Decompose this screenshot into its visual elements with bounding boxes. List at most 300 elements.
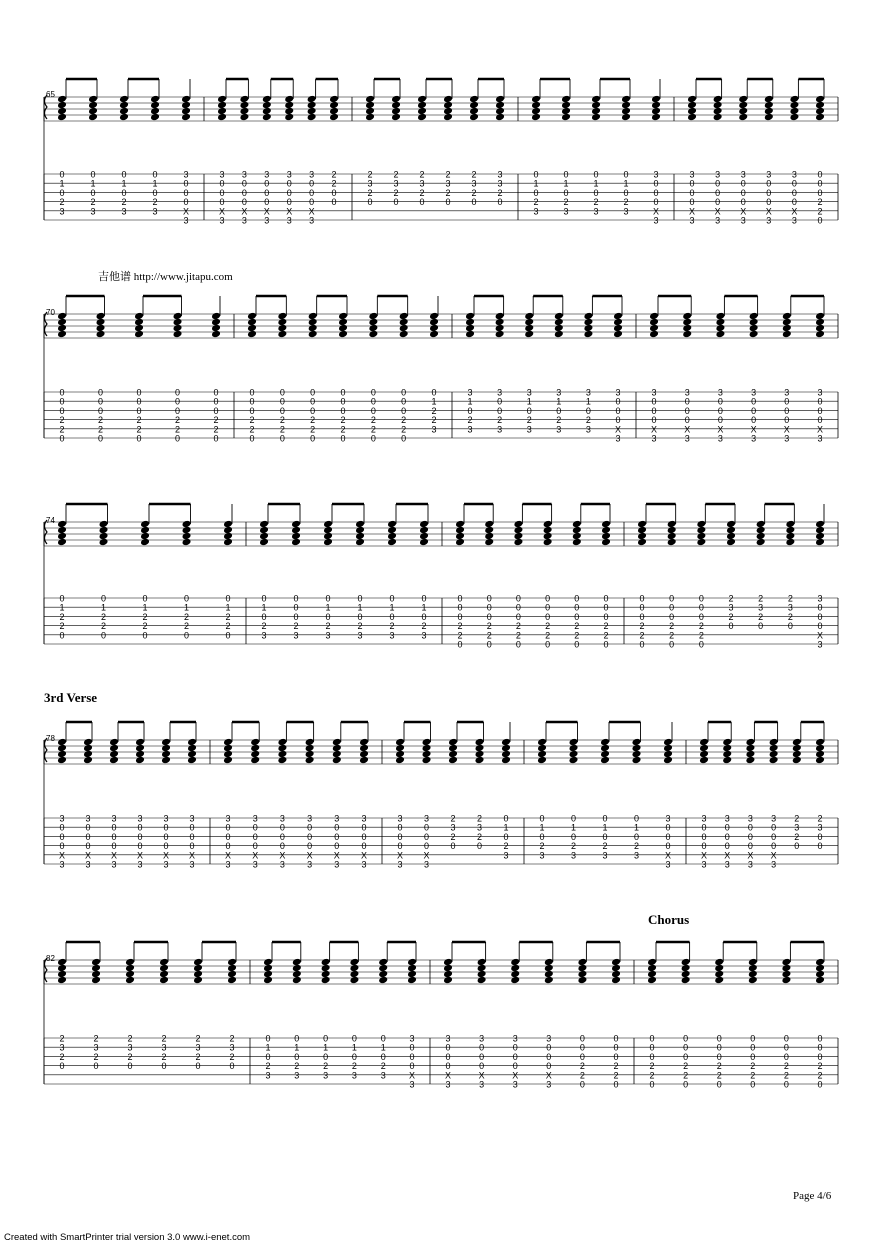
tab-fret-number: 2 <box>728 593 734 604</box>
chord-notehead <box>726 538 736 547</box>
tab-fret-number: 2 <box>817 1061 823 1072</box>
tab-fret-number: 1 <box>633 822 640 833</box>
tab-fret-number: 0 <box>307 822 313 833</box>
tab-fret-number: X <box>770 850 777 861</box>
chord-notehead <box>543 538 553 547</box>
tab-fret-number: 0 <box>331 197 337 208</box>
tab-fret-number: 3 <box>367 178 373 189</box>
tab-fret-number: 3 <box>279 859 285 870</box>
chord-notehead <box>687 113 697 122</box>
tab-fret-number: 0 <box>653 187 659 198</box>
chord-notehead <box>782 330 792 339</box>
tab-fret-number: 2 <box>367 187 373 198</box>
tab-fret-number: 2 <box>142 621 148 632</box>
chord-notehead <box>135 756 145 765</box>
tab-fret-number: 1 <box>59 602 65 613</box>
tab-fret-number: 0 <box>90 169 96 180</box>
tab-fret-number: 3 <box>497 387 503 398</box>
tab-fret-number: 0 <box>817 187 823 198</box>
tab-fret-number: 0 <box>397 822 403 833</box>
tab-fret-number: 3 <box>293 630 299 641</box>
chord-notehead <box>769 756 779 765</box>
tab-fret-number: 0 <box>603 593 609 604</box>
tab-fret-number: 2 <box>787 593 793 604</box>
tab-fret-number: 1 <box>351 1042 357 1053</box>
tab-fret-number: 3 <box>111 859 117 870</box>
tab-fret-number: 3 <box>476 822 483 833</box>
tab-fret-number: 0 <box>409 1061 415 1072</box>
tab-fret-number: 2 <box>728 611 734 622</box>
tab-fret-number: 0 <box>152 169 158 180</box>
tab-fret-number: 2 <box>515 621 521 632</box>
tab-fret-number: 2 <box>783 1070 789 1081</box>
tab-fret-number: 3 <box>241 169 247 180</box>
tab-fret-number: 2 <box>183 611 190 622</box>
tab-fret-number: 0 <box>261 593 267 604</box>
tab-fret-number: 3 <box>183 215 189 226</box>
tab-fret-number: 0 <box>649 1051 655 1062</box>
clef-mark <box>45 312 48 336</box>
tab-fret-number: 0 <box>602 831 608 842</box>
tab-fret-number: 0 <box>476 841 483 852</box>
chord-notehead <box>524 330 534 339</box>
tab-fret-number: 0 <box>817 1051 823 1062</box>
tab-fret-number: 2 <box>450 813 456 824</box>
tab-fret-number: X <box>308 206 315 217</box>
tab-fret-number: X <box>650 424 658 435</box>
tab-fret-number: 3 <box>817 433 823 444</box>
chord-notehead <box>572 538 582 547</box>
tab-fret-number: 3 <box>533 206 539 217</box>
tab-fret-number: 0 <box>512 1042 518 1053</box>
tab-fret-number: 0 <box>279 433 285 444</box>
tab-fret-number: 0 <box>195 1061 201 1072</box>
tab-fret-number: 3 <box>512 1033 518 1044</box>
tab-fret-number: 2 <box>265 1061 271 1072</box>
tab-fret-number: 0 <box>357 611 363 622</box>
tab-fret-number: 1 <box>142 602 148 613</box>
tab-fret-number: 0 <box>486 611 492 622</box>
tab-fret-number: 3 <box>784 433 790 444</box>
tab-fret-number: 1 <box>556 396 562 407</box>
tab-fret-number: 3 <box>183 169 189 180</box>
tab-fret-number: 0 <box>716 1033 722 1044</box>
tab-fret-number: X <box>58 850 66 861</box>
tab-fret-number: 0 <box>294 1033 300 1044</box>
tab-fret-number: 0 <box>445 197 451 208</box>
tab-fret-number: 0 <box>90 187 96 198</box>
tab-fret-number: 0 <box>361 831 367 842</box>
tab-fret-number: 2 <box>261 621 267 632</box>
tab-fret-number: 2 <box>669 630 675 641</box>
tab-fret-number: 0 <box>85 831 91 842</box>
tab-fret-number: 0 <box>340 387 346 398</box>
tab-fret-number: 0 <box>265 1033 271 1044</box>
tab-fret-number: 0 <box>649 1033 655 1044</box>
tab-fret-number: 0 <box>574 602 580 613</box>
tab-fret-number: X <box>512 1070 519 1081</box>
tab-fret-number: 0 <box>716 1042 722 1053</box>
tab-fret-number: 0 <box>351 1051 357 1062</box>
tab-fret-number: 0 <box>603 602 609 613</box>
tab-fret-number: 0 <box>219 197 225 208</box>
page-number: Page 4/6 <box>793 1190 832 1202</box>
tab-fret-number: 0 <box>286 197 292 208</box>
tab-fret-number: X <box>652 206 660 217</box>
tab-fret-number: 2 <box>174 424 181 435</box>
tab-fret-number: 0 <box>137 822 143 833</box>
tab-fret-number: 0 <box>309 187 315 198</box>
tab-fret-number: 0 <box>136 387 142 398</box>
tab-fret-number: 3 <box>195 1042 201 1053</box>
tab-fret-number: 3 <box>361 813 367 824</box>
tab-fret-number: 3 <box>633 850 640 861</box>
tab-fret-number: 3 <box>665 813 671 824</box>
chord-notehead <box>159 976 169 985</box>
tab-fret-number: 3 <box>817 387 823 398</box>
tab-fret-number: 0 <box>225 593 231 604</box>
tab-fret-number: 0 <box>740 197 746 208</box>
tab-fret-number: 2 <box>486 621 492 632</box>
tab-fret-number: 0 <box>747 831 753 842</box>
chord-notehead <box>429 330 439 339</box>
chord-notehead <box>125 976 135 985</box>
tab-fret-number: 0 <box>724 822 730 833</box>
tab-fret-number: 0 <box>784 396 790 407</box>
chord-notehead <box>181 113 191 122</box>
tab-fret-number: 3 <box>728 602 734 613</box>
chord-notehead <box>134 330 144 339</box>
chord-notehead <box>544 976 554 985</box>
tab-fret-number: 0 <box>794 841 800 852</box>
tab-fret-number: 0 <box>497 396 503 407</box>
tab-fret-number: 2 <box>59 1051 65 1062</box>
tab-fret-number: 3 <box>715 169 721 180</box>
tab-fret-number: 0 <box>174 396 181 407</box>
tab-fret-number: 0 <box>689 197 695 208</box>
tab-fret-number: 2 <box>229 1051 235 1062</box>
tab-fret-number: 0 <box>750 1042 756 1053</box>
tab-fret-number: 0 <box>817 1033 823 1044</box>
tab-fret-number: 0 <box>613 1079 619 1090</box>
tab-fret-number: 0 <box>791 187 797 198</box>
tab-fret-number: 0 <box>651 405 657 416</box>
chord-notehead <box>682 330 692 339</box>
tab-fret-number: 0 <box>249 387 255 398</box>
tab-fret-number: 2 <box>649 1061 655 1072</box>
tab-fret-number: 0 <box>615 396 621 407</box>
tab-fret-number: 0 <box>183 178 189 189</box>
tab-fret-number: 0 <box>97 405 104 416</box>
chord-notehead <box>667 538 677 547</box>
tab-fret-number: 0 <box>716 1079 722 1090</box>
measure-number-78: 78 <box>46 734 55 743</box>
tab-fret-number: 0 <box>59 387 65 398</box>
tab-fret-number: 3 <box>323 1070 329 1081</box>
tab-fret-number: 3 <box>397 859 403 870</box>
tab-fret-number: 3 <box>421 630 427 641</box>
tab-fret-number: 2 <box>59 415 65 426</box>
tab-fret-number: 3 <box>546 1079 552 1090</box>
tab-fret-number: 3 <box>740 215 746 226</box>
tab-fret-number: 2 <box>431 405 437 416</box>
tab-fret-number: 2 <box>633 841 640 852</box>
tab-fret-number: X <box>360 850 368 861</box>
tab-fret-number: 1 <box>261 602 267 613</box>
tab-fret-number: 2 <box>59 424 65 435</box>
tab-fret-number: 0 <box>249 396 255 407</box>
tab-fret-number: 0 <box>445 1042 451 1053</box>
tab-fret-number: 0 <box>310 396 316 407</box>
chord-notehead <box>88 113 98 122</box>
tab-fret-number: 0 <box>309 178 315 189</box>
tab-fret-number: 3 <box>794 822 800 833</box>
tab-fret-number: 0 <box>649 1079 655 1090</box>
tab-fret-number: 1 <box>539 822 545 833</box>
tab-fret-number: 2 <box>401 415 407 426</box>
tab-fret-number: 2 <box>195 1051 201 1062</box>
tab-fret-number: 3 <box>467 424 473 435</box>
tab-fret-number: 0 <box>633 831 640 842</box>
tab-fret-number: X <box>478 1070 485 1081</box>
tab-fret-number: 0 <box>503 831 509 842</box>
tab-fret-number: 3 <box>556 387 562 398</box>
tab-fret-number: 2 <box>817 206 823 217</box>
tab-fret-number: 2 <box>486 630 492 641</box>
tab-fret-number: X <box>747 850 754 861</box>
tab-fret-number: 0 <box>593 187 599 198</box>
tab-fret-number: 0 <box>252 822 258 833</box>
tab-fret-number: 1 <box>389 602 395 613</box>
tab-fret-number: 0 <box>127 1061 133 1072</box>
tab-fret-number: 2 <box>294 1061 300 1072</box>
tab-fret-number: 2 <box>603 621 609 632</box>
tab-fret-number: 3 <box>497 424 503 435</box>
tab-fret-number: 3 <box>771 859 777 870</box>
tab-fret-number: 2 <box>293 621 299 632</box>
tab-fret-number: 1 <box>325 602 331 613</box>
tab-fret-number: 0 <box>380 1051 386 1062</box>
chord-notehead <box>748 976 758 985</box>
tab-fret-number: 0 <box>163 831 169 842</box>
tab-fret-number: 2 <box>340 415 346 426</box>
tab-fret-number: 3 <box>615 387 621 398</box>
chord-notehead <box>632 756 642 765</box>
tab-fret-number: 0 <box>397 831 403 842</box>
tab-fret-number: 3 <box>361 859 367 870</box>
chord-notehead <box>501 756 511 765</box>
chord-notehead <box>513 538 523 547</box>
tab-fret-number: 0 <box>649 1042 655 1053</box>
tab-fret-number: 3 <box>717 387 723 398</box>
tab-fret-number: 0 <box>715 187 721 198</box>
tab-fret-number: 1 <box>533 178 539 189</box>
tab-fret-number: 3 <box>665 859 671 870</box>
tab-fret-number: 2 <box>639 630 645 641</box>
tab-fret-number: 2 <box>579 1061 585 1072</box>
tab-fret-number: 3 <box>334 859 340 870</box>
tab-fret-number: 0 <box>163 841 169 852</box>
tab-fret-number: 0 <box>467 405 473 416</box>
tab-fret-number: 0 <box>213 405 219 416</box>
tab-fret-number: 0 <box>401 433 407 444</box>
tab-fret-number: 0 <box>309 197 315 208</box>
tab-fret-number: 0 <box>59 822 65 833</box>
chord-notehead <box>329 113 339 122</box>
tab-fret-number: 3 <box>137 859 143 870</box>
chord-notehead <box>96 330 106 339</box>
tab-fret-number: 0 <box>279 387 285 398</box>
tab-fret-number: X <box>110 850 118 861</box>
tab-fret-number: 2 <box>602 841 608 852</box>
tab-fret-number: 0 <box>307 831 313 842</box>
tab-fret-number: 3 <box>701 859 707 870</box>
tab-fret-number: X <box>252 850 259 861</box>
tab-fret-number: 0 <box>683 1079 689 1090</box>
tab-fret-number: 2 <box>579 1070 585 1081</box>
section-label-chorus: Chorus <box>648 912 690 927</box>
chord-notehead <box>263 976 273 985</box>
tab-fret-number: 0 <box>136 405 142 416</box>
tab-fret-number: 3 <box>307 813 313 824</box>
tab-fret-number: 0 <box>791 178 797 189</box>
tab-fret-number: 0 <box>783 1079 789 1090</box>
tab-fret-number: 2 <box>817 197 823 208</box>
tab-fret-number: 1 <box>323 1042 329 1053</box>
measure-number-82: 82 <box>46 954 55 963</box>
tab-fret-number: 0 <box>59 187 65 198</box>
chord-notehead <box>792 756 802 765</box>
tab-fret-number: 2 <box>515 630 521 641</box>
tab-fret-number: 2 <box>783 1061 789 1072</box>
tab-fret-number: X <box>84 850 92 861</box>
tab-fret-number: X <box>664 850 672 861</box>
chord-notehead <box>448 756 458 765</box>
tab-fret-number: 0 <box>633 813 640 824</box>
tab-fret-number: 0 <box>325 593 331 604</box>
tab-fret-number: 3 <box>791 215 797 226</box>
tab-fret-number: 0 <box>334 831 340 842</box>
tab-fret-number: 0 <box>651 396 657 407</box>
tab-fret-number: 0 <box>665 822 671 833</box>
tab-fret-number: 0 <box>651 415 657 426</box>
tab-fret-number: 0 <box>310 433 316 444</box>
tab-fret-number: X <box>714 206 721 217</box>
tab-fret-number: 3 <box>307 859 313 870</box>
tab-fret-number: 3 <box>393 178 399 189</box>
tab-fret-number: 2 <box>279 415 285 426</box>
tab-fret-number: 3 <box>445 1033 451 1044</box>
tab-fret-number: X <box>816 424 824 435</box>
tab-fret-number: 0 <box>431 387 437 398</box>
tab-fret-number: 0 <box>791 197 797 208</box>
chord-notehead <box>91 976 101 985</box>
tab-fret-number: 3 <box>563 206 569 217</box>
tab-fret-number: 0 <box>613 1051 619 1062</box>
tab-fret-number: 3 <box>546 1033 552 1044</box>
chord-notehead <box>99 538 109 547</box>
chord-notehead <box>284 113 294 122</box>
tab-fret-number: 3 <box>724 813 730 824</box>
tab-fret-number: 1 <box>152 178 158 189</box>
chord-notehead <box>417 113 427 122</box>
tab-fret-number: 0 <box>579 1051 585 1062</box>
tab-fret-number: 0 <box>751 415 757 426</box>
tab-fret-number: 0 <box>241 187 247 198</box>
tab-fret-number: 2 <box>127 1033 133 1044</box>
chord-notehead <box>259 538 269 547</box>
chord-notehead <box>601 538 611 547</box>
chord-notehead <box>150 113 160 122</box>
tab-fret-number: 0 <box>817 602 823 613</box>
tab-fret-number: 2 <box>161 1033 167 1044</box>
tab-fret-number: 0 <box>445 1061 451 1072</box>
tab-fret-number: 0 <box>653 178 659 189</box>
tab-fret-number: 3 <box>264 169 270 180</box>
tab-fret-number: 0 <box>457 593 463 604</box>
chord-notehead <box>722 756 732 765</box>
measure-number-74: 74 <box>46 516 55 525</box>
tab-fret-number: 0 <box>423 831 430 842</box>
tab-fret-number: 2 <box>445 169 451 180</box>
chord-notehead <box>713 113 723 122</box>
tab-fret-number: 0 <box>787 621 793 632</box>
tab-fret-number: 2 <box>100 621 107 632</box>
tab-fret-number: X <box>717 424 724 435</box>
chord-notehead <box>247 330 257 339</box>
tab-fret-number: 0 <box>174 387 181 398</box>
tab-fret-number: 0 <box>219 187 225 198</box>
tab-fret-number: X <box>408 1070 416 1081</box>
tab-fret-number: 2 <box>574 621 580 632</box>
tab-fret-number: 2 <box>225 611 231 622</box>
tab-fret-number: X <box>750 424 757 435</box>
tab-fret-number: 0 <box>423 841 430 852</box>
tab-fret-number: 0 <box>766 197 772 208</box>
tab-fret-number: 2 <box>563 197 569 208</box>
tab-fret-number: 0 <box>121 187 127 198</box>
tab-fret-number: 0 <box>533 187 539 198</box>
chord-notehead <box>57 538 67 547</box>
tab-fret-number: 3 <box>409 1033 415 1044</box>
tab-fret-number: 0 <box>136 396 142 407</box>
tab-fret-number: 0 <box>556 405 562 416</box>
chord-notehead <box>359 756 369 765</box>
chord-notehead <box>250 756 260 765</box>
chord-notehead <box>537 756 547 765</box>
tab-fret-number: 1 <box>623 178 629 189</box>
tab-fret-number: 0 <box>545 639 551 650</box>
chord-notehead <box>109 756 119 765</box>
tab-fret-number: 0 <box>603 611 609 622</box>
tab-fret-number: X <box>688 206 696 217</box>
tab-fret-number: 0 <box>750 1033 756 1044</box>
tab-fret-number: 0 <box>111 831 117 842</box>
tab-fret-number: 1 <box>421 602 427 613</box>
tab-fret-number: 3 <box>497 178 503 189</box>
section-label-3rd-verse: 3rd Verse <box>44 690 98 705</box>
chord-notehead <box>815 113 825 122</box>
chord-notehead <box>57 330 67 339</box>
tab-fret-number: 0 <box>361 822 367 833</box>
chord-notehead <box>611 976 621 985</box>
chord-notehead <box>419 538 429 547</box>
chord-notehead <box>321 976 331 985</box>
chord-notehead <box>583 330 593 339</box>
chord-notehead <box>57 976 67 985</box>
tab-fret-number: 0 <box>715 178 721 189</box>
tab-fret-number: 0 <box>423 822 430 833</box>
